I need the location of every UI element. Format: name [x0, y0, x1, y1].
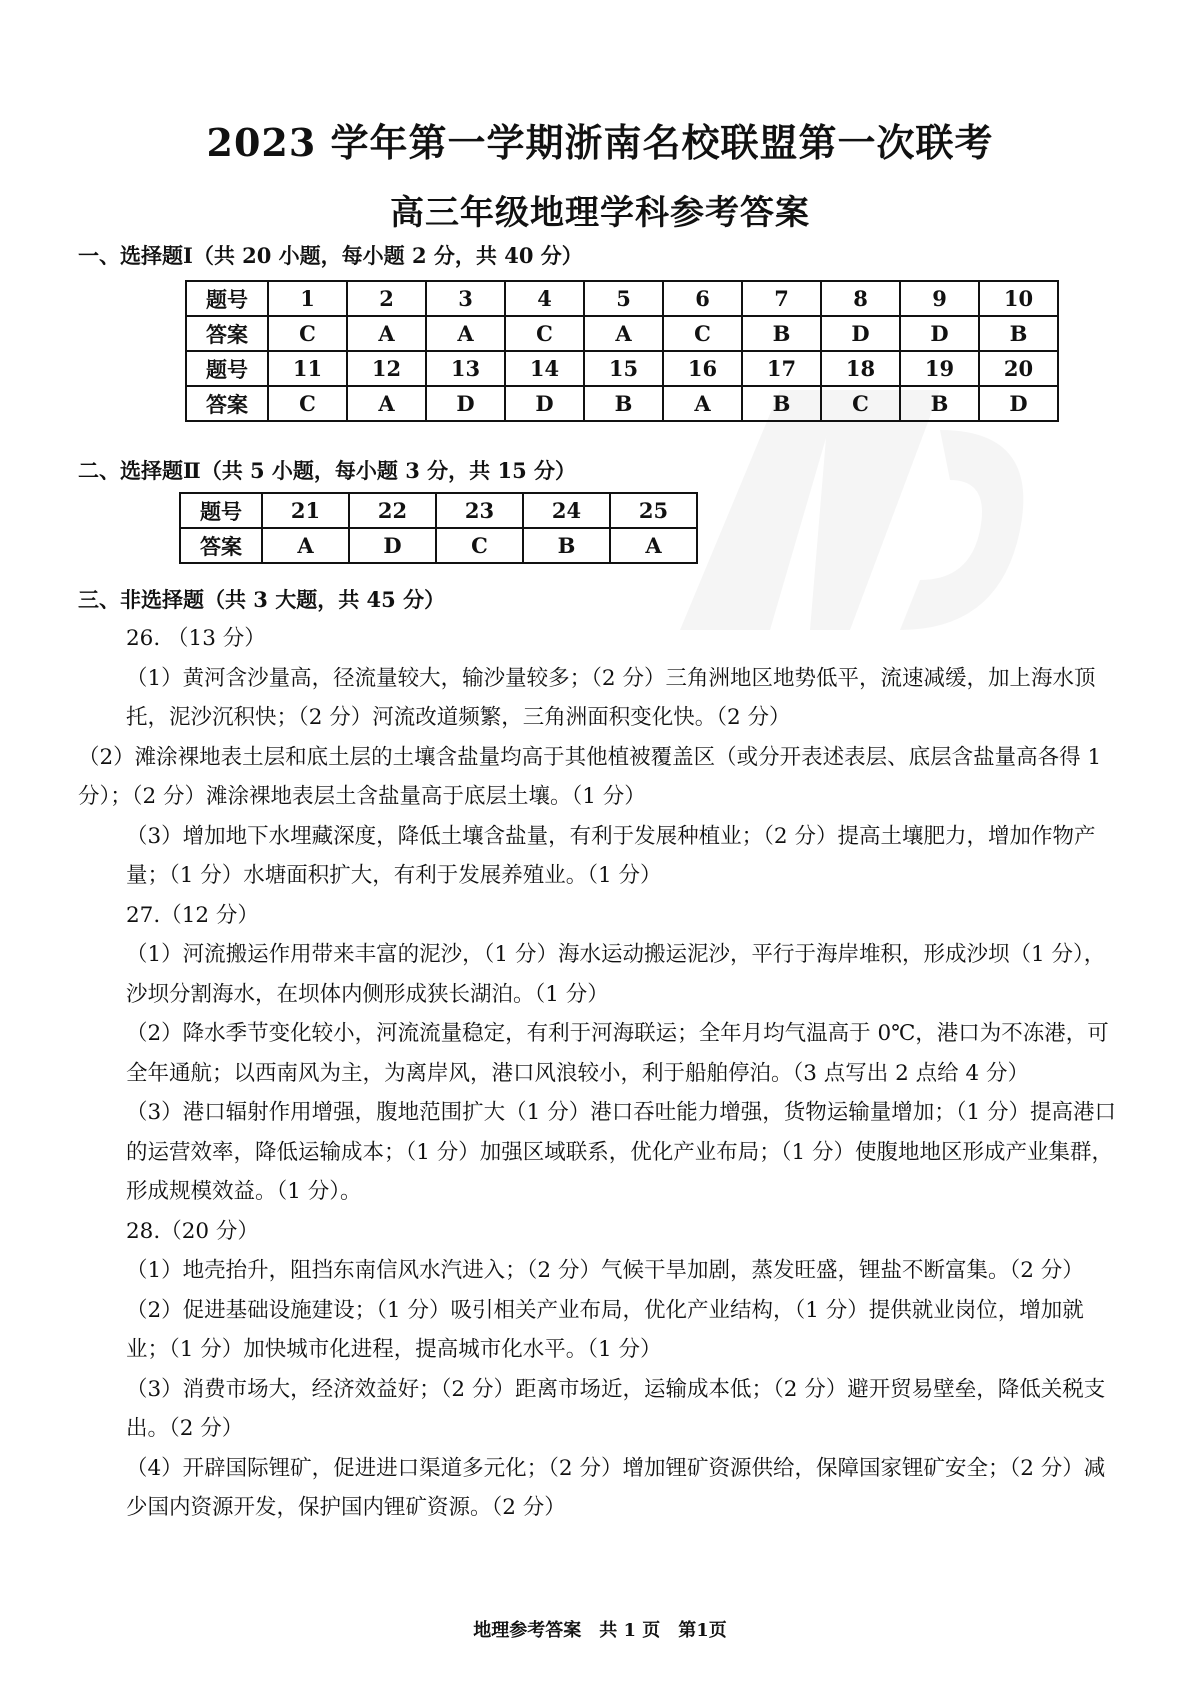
- question-number: 15: [584, 351, 663, 386]
- answer-cell: B: [900, 386, 979, 421]
- question-number: 11: [268, 351, 347, 386]
- question-number: 20: [979, 351, 1058, 386]
- answer-cell: A: [347, 386, 426, 421]
- q28-part2: （2）促进基础设施建设；（1 分）吸引相关产业布局，优化产业结构，（1 分）提供就业岗位，增加就业；（1 分）加快城市化进程，提高城市化水平。（1 分）: [126, 1297, 1084, 1362]
- answer-cell: B: [584, 386, 663, 421]
- answer-cell: A: [610, 528, 697, 563]
- q28-heading: 28.（20 分）: [126, 1218, 259, 1244]
- question-number: 21: [262, 493, 349, 528]
- row-label-question: 题号: [186, 281, 268, 316]
- answer-cell: A: [262, 528, 349, 563]
- question-number: 9: [900, 281, 979, 316]
- table-row: [186, 281, 1058, 316]
- row-label-answer: 答案: [186, 386, 268, 421]
- question-number: 14: [505, 351, 584, 386]
- answer-cell: A: [584, 316, 663, 351]
- question-number: 6: [663, 281, 742, 316]
- answer-cell: D: [900, 316, 979, 351]
- sub-title: 高三年级地理学科参考答案: [390, 193, 810, 233]
- answer-cell: B: [523, 528, 610, 563]
- q27-part3: （3）港口辐射作用增强，腹地范围扩大（1 分）港口吞吐能力增强，货物运输量增加；（1 分）提高港口的运营效率，降低运输成本；（1 分）加强区域联系，优化产业布局；（1 分）使腹地地区形成产业集群，形成规模效益。（1 分）。: [126, 1100, 1116, 1204]
- answer-cell: C: [505, 316, 584, 351]
- question-number: 18: [821, 351, 900, 386]
- question-number: 1: [268, 281, 347, 316]
- q26-part2: （2）滩涂裸地表土层和底土层的土壤含盐量均高于其他植被覆盖区（或分开表述表层、底层含盐量高各得 1 分）；（2 分）滩涂裸地表层土含盐量高于底层土壤。（1 分）: [78, 744, 1102, 809]
- q26-part1: （1）黄河含沙量高，径流量较大，输沙量较多；（2 分）三角洲地区地势低平，流速减缓，加上海水顶托，泥沙沉积快；（2 分）河流改道频繁，三角洲面积变化快。（2 分）: [126, 665, 1096, 730]
- question-number: 4: [505, 281, 584, 316]
- question-number: 23: [436, 493, 523, 528]
- table-row: [180, 528, 697, 563]
- row-label-answer: 答案: [180, 528, 262, 563]
- row-label-question: 题号: [186, 351, 268, 386]
- q26-part3: （3）增加地下水埋藏深度，降低土壤含盐量，有利于发展种植业；（2 分）提高土壤肥力，增加作物产量；（1 分）水塘面积扩大，有利于发展养殖业。（1 分）: [126, 823, 1096, 888]
- answer-cell: B: [742, 316, 821, 351]
- answer-cell: C: [663, 316, 742, 351]
- answer-cell: D: [505, 386, 584, 421]
- question-number: 25: [610, 493, 697, 528]
- answer-cell: A: [347, 316, 426, 351]
- table-row: [186, 351, 1058, 386]
- answer-table-1: [185, 280, 1059, 422]
- answer-cell: C: [436, 528, 523, 563]
- answer-cell: D: [426, 386, 505, 421]
- table-row: [186, 386, 1058, 421]
- q28-part3: （3）消费市场大，经济效益好；（2 分）距离市场近，运输成本低；（2 分）避开贸易壁垒，降低关税支出。（2 分）: [126, 1376, 1106, 1441]
- q28-part1: （1）地壳抬升，阻挡东南信风水汽进入；（2 分）气候干旱加剧，蒸发旺盛，锂盐不断富集。（2 分）: [126, 1258, 1084, 1283]
- question-number: 3: [426, 281, 505, 316]
- answer-cell: B: [979, 316, 1058, 351]
- answer-table-2: [179, 492, 698, 564]
- question-number: 17: [742, 351, 821, 386]
- q28-part4: （4）开辟国际锂矿，促进进口渠道多元化；（2 分）增加锂矿资源供给，保障国家锂矿安全；（2 分）减少国内资源开发，保护国内锂矿资源。（2 分）: [126, 1455, 1106, 1520]
- answer-cell: D: [979, 386, 1058, 421]
- answer-cell: C: [268, 386, 347, 421]
- answer-cell: B: [742, 386, 821, 421]
- question-number: 24: [523, 493, 610, 528]
- question-number: 16: [663, 351, 742, 386]
- main-title: 2023 学年第一学期浙南名校联盟第一次联考: [206, 120, 994, 165]
- q27-part2: （2）降水季节变化较小，河流流量稳定，有利于河海联运；全年月均气温高于 0℃，港口为不冻港，可全年通航；以西南风为主，为离岸风，港口风浪较小，利于船舶停泊。（3 点写出 2 点给 4 分）: [126, 1021, 1109, 1086]
- row-label-question: 题号: [180, 493, 262, 528]
- q27-heading: 27.（12 分）: [126, 902, 259, 928]
- answer-cell: A: [426, 316, 505, 351]
- table-row: [186, 316, 1058, 351]
- question-number: 19: [900, 351, 979, 386]
- question-number: 7: [742, 281, 821, 316]
- answer-cell: D: [821, 316, 900, 351]
- section3-heading: 三、非选择题（共 3 大题，共 45 分）: [78, 587, 446, 612]
- question-number: 12: [347, 351, 426, 386]
- q27-part1: （1）河流搬运作用带来丰富的泥沙，（1 分）海水运动搬运泥沙，平行于海岸堆积，形成沙坝（1 分），沙坝分割海水，在坝体内侧形成狭长湖泊。（1 分）: [126, 942, 1106, 1007]
- answer-cell: C: [268, 316, 347, 351]
- page-footer: 地理参考答案 共 1 页 第1页: [473, 1620, 727, 1641]
- section2-heading: 二、选择题Ⅱ（共 5 小题，每小题 3 分，共 15 分）: [78, 458, 577, 483]
- answer-cell: D: [349, 528, 436, 563]
- section1-heading: 一、选择题Ⅰ（共 20 小题，每小题 2 分，共 40 分）: [78, 243, 583, 268]
- question-number: 22: [349, 493, 436, 528]
- section3-body: [78, 619, 1123, 1528]
- question-number: 5: [584, 281, 663, 316]
- question-number: 13: [426, 351, 505, 386]
- q26-heading: 26. （13 分）: [126, 626, 266, 651]
- row-label-answer: 答案: [186, 316, 268, 351]
- answer-cell: C: [821, 386, 900, 421]
- question-number: 8: [821, 281, 900, 316]
- question-number: 2: [347, 281, 426, 316]
- question-number: 10: [979, 281, 1058, 316]
- answer-cell: A: [663, 386, 742, 421]
- table-row: [180, 493, 697, 528]
